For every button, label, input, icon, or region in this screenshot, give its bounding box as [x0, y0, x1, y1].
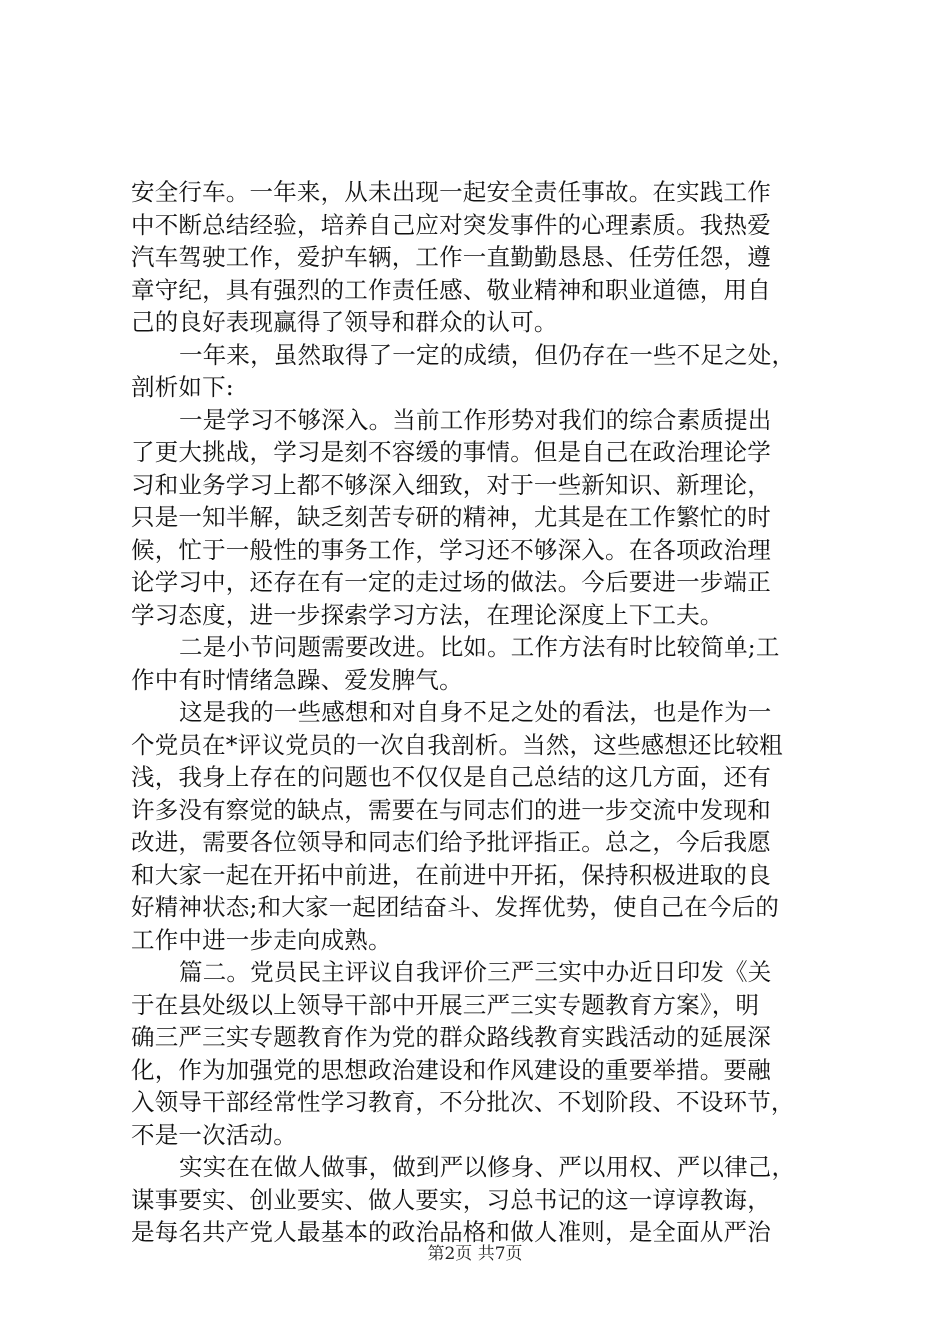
text-line: 篇二。党员民主评议自我评价三严三实中办近日印发《关 [179, 958, 772, 986]
text-line: 许多没有察觉的缺点，需要在与同志们的进一步交流中发现和 [131, 795, 771, 824]
text-line: 个党员在*评议党员的一次自我剖析。当然，这些感想还比较粗 [131, 730, 783, 759]
text-line: 汽车驾驶工作，爱护车辆，工作一直勤勤恳恳、任劳任怨，遵 [131, 243, 771, 271]
text-line: 一是学习不够深入。当前工作形势对我们的综合素质提出 [179, 405, 772, 434]
text-line: 了更大挑战，学习是刻不容缓的事情。但是自己在政治理论学 [131, 438, 771, 466]
text-line: 是每名共产党人最基本的政治品格和做人准则，是全面从严治 [131, 1218, 771, 1246]
text-line: 己的良好表现赢得了领导和群众的认可。 [131, 308, 558, 336]
text-line: 好精神状态;和大家一起团结奋斗、发挥优势，使自己在今后的 [131, 893, 780, 921]
text-line: 一年来，虽然取得了一定的成绩，但仍存在一些不足之处， [179, 340, 796, 369]
text-line: 和大家一起在开拓中前进，在前进中开拓，保持积极进取的良 [131, 860, 771, 889]
text-line: 论学习中，还存在有一定的走过场的做法。今后要进一步端正 [131, 568, 771, 596]
text-line: 习和业务学习上都不够深入细致，对于一些新知识、新理论， [131, 470, 771, 499]
text-line: 二是小节问题需要改进。比如。工作方法有时比较简单;工 [179, 633, 780, 661]
document-body [131, 176, 847, 1249]
text-line: 浅，我身上存在的问题也不仅仅是自己总结的这几方面，还有 [131, 763, 771, 791]
text-line: 谋事要实、创业要实、做人要实，习总书记的这一谆谆教诲， [131, 1185, 771, 1214]
text-line: 这是我的一些感想和对自身不足之处的看法，也是作为一 [179, 698, 772, 726]
text-line: 学习态度，进一步探索学习方法，在理论深度上下工夫。 [131, 600, 724, 629]
text-line: 实实在在做人做事，做到严以修身、严以用权、严以律己， [179, 1153, 796, 1181]
text-line: 化，作为加强党的思想政治建设和作风建设的重要举措。要融 [131, 1055, 771, 1084]
text-line: 确三严三实专题教育作为党的群众路线教育实践活动的延展深 [131, 1023, 771, 1051]
page-footer: 第2页 共7页 [427, 1244, 523, 1264]
text-line: 安全行车。一年来，从未出现一起安全责任事故。在实践工作 [131, 178, 771, 206]
text-line: 剖析如下: [131, 373, 234, 401]
text-line: 候，忙于一般性的事务工作，学习还不够深入。在各项政治理 [131, 535, 771, 564]
text-line: 入领导干部经常性学习教育，不分批次、不划阶段、不设环节， [131, 1088, 795, 1116]
text-line: 章守纪，具有强烈的工作责任感、敬业精神和职业道德，用自 [131, 275, 771, 304]
text-line: 于在县处级以上领导干部中开展三严三实专题教育方案》，明 [131, 990, 760, 1019]
text-line: 作中有时情绪急躁、爱发脾气。 [131, 665, 463, 694]
text-line: 改进，需要各位领导和同志们给予批评指正。总之，今后我愿 [131, 828, 771, 856]
text-line: 只是一知半解，缺乏刻苦专研的精神，尤其是在工作繁忙的时 [131, 503, 771, 531]
text-line: 工作中进一步走向成熟。 [131, 925, 392, 954]
text-line: 不是一次活动。 [131, 1120, 297, 1149]
text-line: 中不断总结经验，培养自己应对突发事件的心理素质。我热爱 [131, 210, 771, 239]
